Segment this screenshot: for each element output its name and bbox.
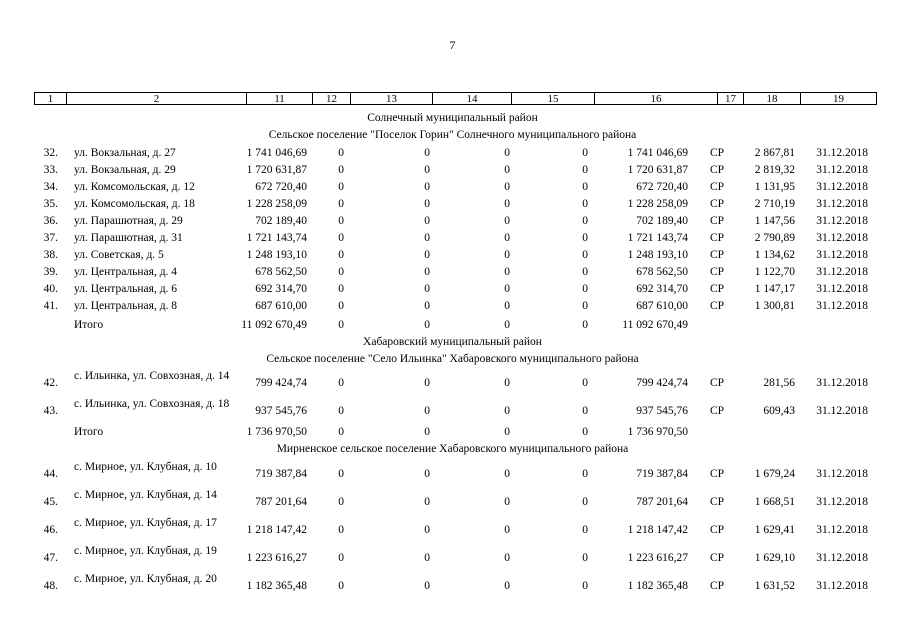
address: с. Мирное, ул. Клубная, д. 14 <box>74 489 217 501</box>
total-row <box>34 318 877 332</box>
cell-12: 0 <box>338 249 344 261</box>
cell-16: 719 387,84 <box>636 468 688 480</box>
cell-19: 31.12.2018 <box>816 580 868 592</box>
total-label: Итого <box>74 319 104 331</box>
cell-15: 0 <box>582 300 588 312</box>
cell-15: 0 <box>582 215 588 227</box>
cell-17: СР <box>709 181 725 193</box>
table-row <box>34 299 877 313</box>
cell-14: 0 <box>504 215 510 227</box>
cell-16: 799 424,74 <box>636 377 688 389</box>
cell-19: 31.12.2018 <box>816 524 868 536</box>
total-label: Итого <box>74 426 104 438</box>
table-row <box>34 574 877 598</box>
cell-16: 692 314,70 <box>636 283 688 295</box>
cell-13: 0 <box>424 181 430 193</box>
col-header: 17 <box>717 92 744 105</box>
row-number: 45. <box>43 496 58 508</box>
cell-15: 0 <box>582 552 588 564</box>
cell-15: 0 <box>582 198 588 210</box>
cell-14: 0 <box>504 164 510 176</box>
col-header: 19 <box>800 92 877 105</box>
cell-17: СР <box>709 215 725 227</box>
cell-18: 1 631,52 <box>754 580 795 592</box>
col-header: 13 <box>350 92 433 105</box>
cell-13: 0 <box>424 496 430 508</box>
row-number: 34. <box>43 181 58 193</box>
table-row <box>34 197 877 211</box>
cell-17: СР <box>709 198 725 210</box>
row-number: 43. <box>43 405 58 417</box>
cell-18: 2 710,19 <box>754 198 795 210</box>
table-row <box>34 371 877 395</box>
cell-13: 0 <box>424 377 430 389</box>
cell-14: 0 <box>504 319 510 331</box>
cell-17: СР <box>709 405 725 417</box>
cell-15: 0 <box>582 580 588 592</box>
cell-16: 11 092 670,49 <box>622 319 688 331</box>
cell-11: 692 314,70 <box>255 283 307 295</box>
cell-17: СР <box>709 300 725 312</box>
cell-15: 0 <box>582 164 588 176</box>
cell-17: СР <box>709 552 725 564</box>
cell-19: 31.12.2018 <box>816 147 868 159</box>
cell-13: 0 <box>424 300 430 312</box>
section-title: Солнечный муниципальный район <box>367 112 538 124</box>
cell-11: 1 721 143,74 <box>246 232 307 244</box>
col-header: 12 <box>312 92 351 105</box>
table-header-row <box>34 92 877 105</box>
cell-19: 31.12.2018 <box>816 283 868 295</box>
table-row <box>34 546 877 570</box>
cell-17: СР <box>709 232 725 244</box>
cell-16: 1 182 365,48 <box>627 580 688 592</box>
section-title: Сельское поселение "Село Ильинка" Хабаровского муниципального района <box>266 353 639 365</box>
cell-11: 702 189,40 <box>255 215 307 227</box>
cell-11: 937 545,76 <box>255 405 307 417</box>
cell-19: 31.12.2018 <box>816 181 868 193</box>
cell-16: 1 721 143,74 <box>627 232 688 244</box>
row-number: 46. <box>43 524 58 536</box>
cell-11: 1 741 046,69 <box>246 147 307 159</box>
cell-15: 0 <box>582 377 588 389</box>
cell-16: 1 218 147,42 <box>627 524 688 536</box>
cell-17: СР <box>709 524 725 536</box>
address: ул. Центральная, д. 6 <box>74 283 178 295</box>
col-header: 1 <box>34 92 67 105</box>
cell-11: 11 092 670,49 <box>241 319 307 331</box>
address: ул. Комсомольская, д. 18 <box>74 198 195 210</box>
cell-17: СР <box>709 377 725 389</box>
cell-14: 0 <box>504 283 510 295</box>
cell-14: 0 <box>504 181 510 193</box>
cell-12: 0 <box>338 426 344 438</box>
cell-13: 0 <box>424 249 430 261</box>
cell-14: 0 <box>504 377 510 389</box>
cell-13: 0 <box>424 580 430 592</box>
address: с. Мирное, ул. Клубная, д. 19 <box>74 545 217 557</box>
cell-13: 0 <box>424 552 430 564</box>
cell-19: 31.12.2018 <box>816 377 868 389</box>
row-number: 47. <box>43 552 58 564</box>
row-number: 39. <box>43 266 58 278</box>
cell-19: 31.12.2018 <box>816 249 868 261</box>
cell-19: 31.12.2018 <box>816 198 868 210</box>
cell-15: 0 <box>582 319 588 331</box>
cell-12: 0 <box>338 266 344 278</box>
address: ул. Комсомольская, д. 12 <box>74 181 195 193</box>
cell-12: 0 <box>338 496 344 508</box>
col-header: 18 <box>743 92 801 105</box>
cell-11: 1 720 631,87 <box>246 164 307 176</box>
address: с. Ильинка, ул. Совхозная, д. 14 <box>74 370 230 382</box>
address: с. Мирное, ул. Клубная, д. 10 <box>74 461 217 473</box>
cell-11: 719 387,84 <box>255 468 307 480</box>
cell-18: 1 629,41 <box>754 524 795 536</box>
cell-16: 1 223 616,27 <box>627 552 688 564</box>
cell-15: 0 <box>582 524 588 536</box>
cell-11: 687 610,00 <box>255 300 307 312</box>
cell-18: 1 679,24 <box>754 468 795 480</box>
cell-18: 2 790,89 <box>754 232 795 244</box>
address: с. Мирное, ул. Клубная, д. 17 <box>74 517 217 529</box>
cell-16: 1 228 258,09 <box>627 198 688 210</box>
cell-11: 799 424,74 <box>255 377 307 389</box>
cell-14: 0 <box>504 496 510 508</box>
table-row <box>34 490 877 514</box>
row-number: 38. <box>43 249 58 261</box>
cell-12: 0 <box>338 377 344 389</box>
cell-14: 0 <box>504 580 510 592</box>
cell-13: 0 <box>424 198 430 210</box>
cell-16: 687 610,00 <box>636 300 688 312</box>
address: ул. Парашютная, д. 29 <box>74 215 183 227</box>
cell-16: 787 201,64 <box>636 496 688 508</box>
cell-13: 0 <box>424 405 430 417</box>
cell-19: 31.12.2018 <box>816 232 868 244</box>
cell-12: 0 <box>338 319 344 331</box>
cell-15: 0 <box>582 147 588 159</box>
cell-17: СР <box>709 164 725 176</box>
cell-12: 0 <box>338 215 344 227</box>
cell-11: 787 201,64 <box>255 496 307 508</box>
table-row <box>34 265 877 279</box>
cell-15: 0 <box>582 468 588 480</box>
cell-16: 702 189,40 <box>636 215 688 227</box>
cell-12: 0 <box>338 300 344 312</box>
cell-12: 0 <box>338 580 344 592</box>
col-header: 2 <box>66 92 247 105</box>
address: ул. Вокзальная, д. 29 <box>74 164 176 176</box>
table-row <box>34 248 877 262</box>
cell-18: 1 147,17 <box>754 283 795 295</box>
cell-14: 0 <box>504 266 510 278</box>
table-row <box>34 146 877 160</box>
cell-11: 672 720,40 <box>255 181 307 193</box>
cell-18: 1 134,62 <box>754 249 795 261</box>
cell-17: СР <box>709 249 725 261</box>
cell-15: 0 <box>582 426 588 438</box>
address: ул. Вокзальная, д. 27 <box>74 147 176 159</box>
address: ул. Центральная, д. 8 <box>74 300 178 312</box>
table-row <box>34 214 877 228</box>
cell-18: 1 147,56 <box>754 215 795 227</box>
cell-13: 0 <box>424 524 430 536</box>
cell-11: 1 223 616,27 <box>246 552 307 564</box>
cell-13: 0 <box>424 468 430 480</box>
cell-11: 1 736 970,50 <box>246 426 307 438</box>
cell-12: 0 <box>338 468 344 480</box>
cell-13: 0 <box>424 319 430 331</box>
col-header: 11 <box>246 92 313 105</box>
cell-14: 0 <box>504 524 510 536</box>
cell-13: 0 <box>424 232 430 244</box>
cell-14: 0 <box>504 249 510 261</box>
cell-18: 1 300,81 <box>754 300 795 312</box>
row-number: 41. <box>43 300 58 312</box>
cell-12: 0 <box>338 232 344 244</box>
address: ул. Советская, д. 5 <box>74 249 164 261</box>
table-row <box>34 163 877 177</box>
cell-16: 672 720,40 <box>636 181 688 193</box>
cell-12: 0 <box>338 524 344 536</box>
cell-12: 0 <box>338 283 344 295</box>
cell-15: 0 <box>582 496 588 508</box>
row-number: 42. <box>43 377 58 389</box>
cell-19: 31.12.2018 <box>816 496 868 508</box>
row-number: 48. <box>43 580 58 592</box>
address: ул. Парашютная, д. 31 <box>74 232 183 244</box>
cell-19: 31.12.2018 <box>816 405 868 417</box>
table-row <box>34 282 877 296</box>
cell-11: 1 248 193,10 <box>246 249 307 261</box>
cell-14: 0 <box>504 405 510 417</box>
cell-11: 1 218 147,42 <box>246 524 307 536</box>
cell-16: 937 545,76 <box>636 405 688 417</box>
address: с. Ильинка, ул. Совхозная, д. 18 <box>74 398 230 410</box>
cell-17: СР <box>709 468 725 480</box>
cell-19: 31.12.2018 <box>816 552 868 564</box>
cell-12: 0 <box>338 147 344 159</box>
cell-19: 31.12.2018 <box>816 266 868 278</box>
cell-11: 1 182 365,48 <box>246 580 307 592</box>
cell-18: 1 131,95 <box>754 181 795 193</box>
cell-16: 1 720 631,87 <box>627 164 688 176</box>
cell-19: 31.12.2018 <box>816 215 868 227</box>
cell-18: 1 629,10 <box>754 552 795 564</box>
cell-17: СР <box>709 283 725 295</box>
section-title: Сельское поселение "Поселок Горин" Солнечного муниципального района <box>268 129 637 141</box>
table-row <box>34 180 877 194</box>
cell-14: 0 <box>504 232 510 244</box>
cell-11: 1 228 258,09 <box>246 198 307 210</box>
cell-13: 0 <box>424 426 430 438</box>
cell-18: 1 122,70 <box>754 266 795 278</box>
row-number: 40. <box>43 283 58 295</box>
cell-14: 0 <box>504 552 510 564</box>
cell-18: 281,56 <box>763 377 795 389</box>
cell-16: 1 736 970,50 <box>627 426 688 438</box>
row-number: 44. <box>43 468 58 480</box>
cell-16: 1 248 193,10 <box>627 249 688 261</box>
row-number: 33. <box>43 164 58 176</box>
page-number: 7 <box>449 38 456 52</box>
cell-15: 0 <box>582 232 588 244</box>
col-header: 14 <box>432 92 512 105</box>
cell-19: 31.12.2018 <box>816 468 868 480</box>
cell-18: 1 668,51 <box>754 496 795 508</box>
address: с. Мирное, ул. Клубная, д. 20 <box>74 573 217 585</box>
cell-13: 0 <box>424 283 430 295</box>
cell-14: 0 <box>504 300 510 312</box>
cell-12: 0 <box>338 164 344 176</box>
address: ул. Центральная, д. 4 <box>74 266 178 278</box>
cell-15: 0 <box>582 249 588 261</box>
col-header: 15 <box>511 92 595 105</box>
cell-16: 678 562,50 <box>636 266 688 278</box>
cell-15: 0 <box>582 405 588 417</box>
cell-12: 0 <box>338 198 344 210</box>
cell-13: 0 <box>424 147 430 159</box>
cell-12: 0 <box>338 405 344 417</box>
cell-12: 0 <box>338 552 344 564</box>
cell-12: 0 <box>338 181 344 193</box>
table-row <box>34 231 877 245</box>
cell-19: 31.12.2018 <box>816 300 868 312</box>
table-row <box>34 399 877 423</box>
cell-17: СР <box>709 147 725 159</box>
row-number: 37. <box>43 232 58 244</box>
cell-16: 1 741 046,69 <box>627 147 688 159</box>
cell-14: 0 <box>504 468 510 480</box>
table-row <box>34 518 877 542</box>
cell-11: 678 562,50 <box>255 266 307 278</box>
cell-13: 0 <box>424 266 430 278</box>
cell-18: 2 867,81 <box>754 147 795 159</box>
cell-15: 0 <box>582 181 588 193</box>
table-row <box>34 462 877 486</box>
cell-15: 0 <box>582 283 588 295</box>
section-title: Мирненское сельское поселение Хабаровского муниципального района <box>276 443 629 455</box>
cell-17: СР <box>709 580 725 592</box>
cell-13: 0 <box>424 164 430 176</box>
cell-17: СР <box>709 266 725 278</box>
section-title: Хабаровский муниципальный район <box>363 336 542 348</box>
row-number: 35. <box>43 198 58 210</box>
cell-15: 0 <box>582 266 588 278</box>
cell-14: 0 <box>504 426 510 438</box>
cell-18: 2 819,32 <box>754 164 795 176</box>
total-row <box>34 425 877 439</box>
cell-13: 0 <box>424 215 430 227</box>
row-number: 36. <box>43 215 58 227</box>
col-header: 16 <box>594 92 718 105</box>
cell-14: 0 <box>504 198 510 210</box>
cell-14: 0 <box>504 147 510 159</box>
cell-17: СР <box>709 496 725 508</box>
cell-19: 31.12.2018 <box>816 164 868 176</box>
cell-18: 609,43 <box>763 405 795 417</box>
row-number: 32. <box>43 147 58 159</box>
